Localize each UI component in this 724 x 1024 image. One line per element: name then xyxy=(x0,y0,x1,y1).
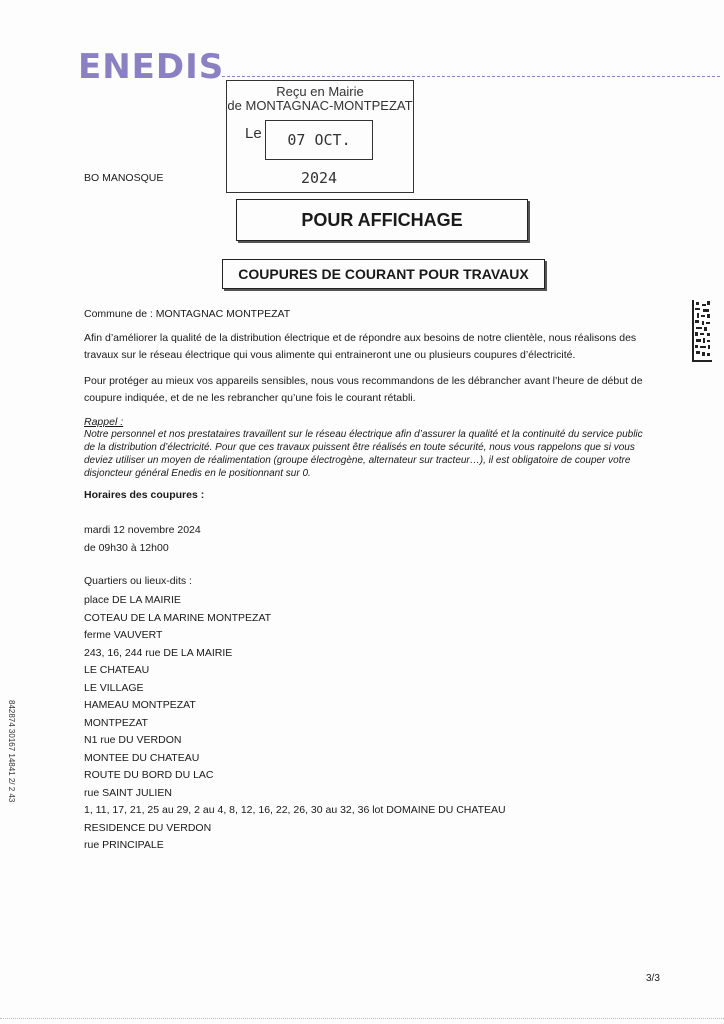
list-item: 1, 11, 17, 21, 25 au 29, 2 au 4, 8, 12, 16, 22, 26, 30 au 32, 36 lot DOMAINE DU CHATEAU xyxy=(84,804,506,816)
enedis-logo: ENEDIS xyxy=(78,47,225,87)
list-item: COTEAU DE LA MARINE MONTPEZAT xyxy=(84,611,272,624)
locations-title: Quartiers ou lieux-dits : xyxy=(84,575,192,587)
datamatrix-code-icon xyxy=(692,300,712,362)
list-item: MONTEE DU CHATEAU xyxy=(84,751,200,764)
outage-hours: de 09h30 à 12h00 xyxy=(84,542,169,554)
sender: BO MANOSQUE xyxy=(84,172,164,184)
stamp-line-1: Reçu en Mairie xyxy=(276,84,364,99)
list-item: ferme VAUVERT xyxy=(84,629,163,641)
list-item: RESIDENCE DU VERDON xyxy=(84,821,212,834)
rappel-title: Rappel : xyxy=(84,416,124,428)
stamp-le: Le xyxy=(245,125,262,142)
list-item: HAMEAU MONTPEZAT xyxy=(84,699,196,711)
subheadline-box: COUPURES DE COURANT POUR TRAVAUX xyxy=(222,259,545,289)
schedule-title: Horaires des coupures : xyxy=(84,489,205,501)
scan-edge xyxy=(0,1018,724,1019)
list-item: ROUTE DU BORD DU LAC xyxy=(84,769,214,781)
list-item: MONTPEZAT xyxy=(84,716,148,729)
headline-box: POUR AFFICHAGE xyxy=(236,199,528,241)
reception-stamp xyxy=(226,80,414,193)
paragraph-2: Pour protéger au mieux vos appareils sensibles, nous vous recommandons de les débrancher avant l’heure de début de coupure indiquée, et de ne les rebrancher qu’une fois le courant rétabli. xyxy=(84,375,643,404)
list-item: N1 rue DU VERDON xyxy=(84,734,182,746)
list-item: LE VILLAGE xyxy=(84,681,144,694)
locations-list xyxy=(84,592,506,855)
stamp-date: 07 OCT. 2024 xyxy=(265,120,373,160)
list-item: rue PRINCIPALE xyxy=(84,839,164,851)
list-item: 243, 16, 244 rue DE LA MAIRIE xyxy=(84,646,233,659)
outage-date: mardi 12 novembre 2024 xyxy=(84,524,201,536)
list-item: LE CHATEAU xyxy=(84,664,150,676)
page-number: 3/3 xyxy=(646,973,660,984)
logo-rule xyxy=(222,76,720,77)
stamp-line-2: de MONTAGNAC-MONTPEZAT xyxy=(227,98,413,113)
paragraph-1: Afin d’améliorer la qualité de la distribution électrique et de répondre aux besoins de notre clientèle, nous réalisons des travaux sur le réseau électrique qui vous alimente qui entraineront une ou plusieurs coupures d’électricité. xyxy=(84,332,637,361)
list-item: place DE LA MAIRIE xyxy=(84,594,181,606)
list-item: rue SAINT JULIEN xyxy=(84,786,172,799)
commune: Commune de : MONTAGNAC MONTPEZAT xyxy=(84,308,291,320)
rappel-text: Notre personnel et nos prestataires travaillent sur le réseau électrique afin d’assurer la qualité et la continuité du service public de la distribution d’électricité. Pour que ces travaux puissent être réalisés en toute sécurité, nous vous rappelons que si vous deviez utiliser un moyen de réalimentation (groupe électrogène, alternateur sur tracteur…), il est obligatoire de couper votre disjoncteur général Enedis en le positionnant sur 0. xyxy=(84,429,643,479)
side-reference-code: 842874 30167 14841 2/ 2 43 xyxy=(7,700,16,803)
